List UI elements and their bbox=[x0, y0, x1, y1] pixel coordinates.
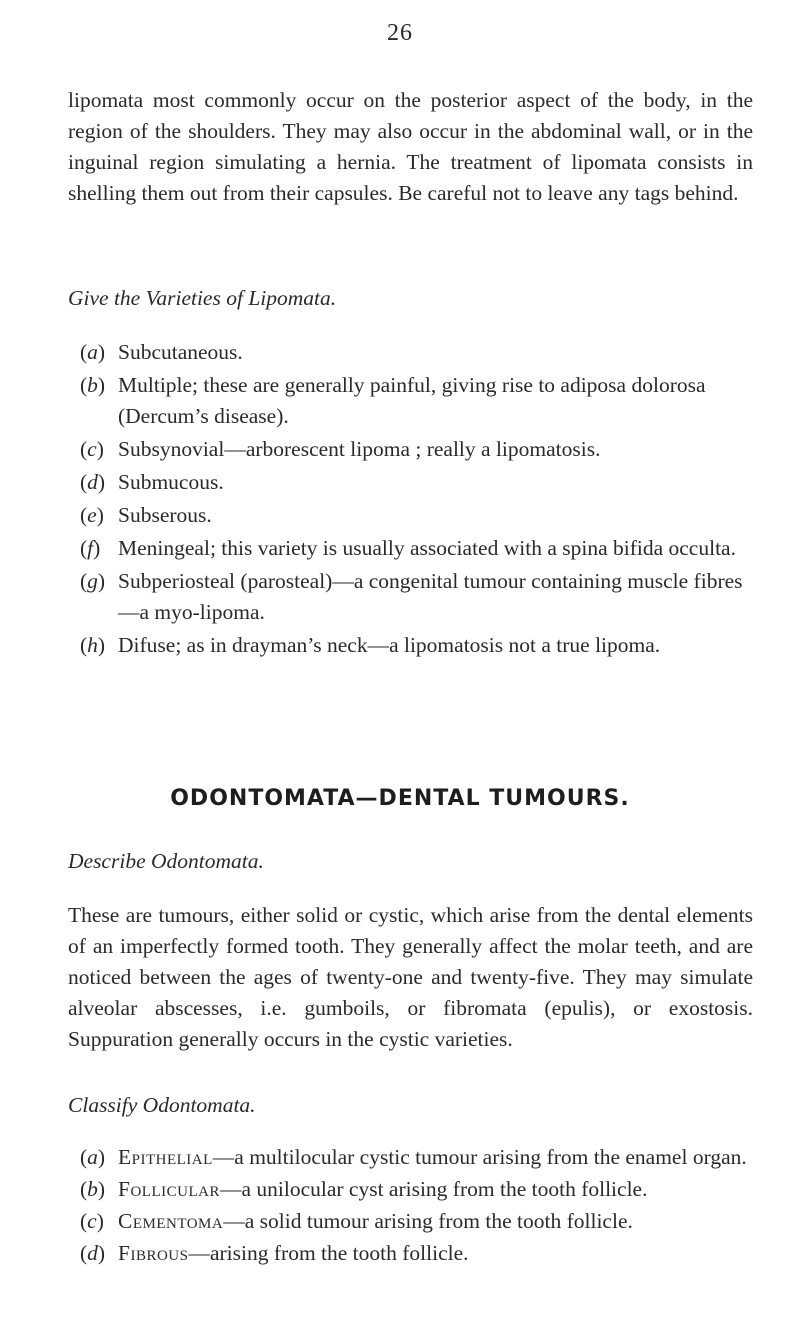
list-item: (f) Meningeal; this variety is usually associated with a spina bifida occulta. bbox=[80, 536, 736, 560]
list-item-text: Subperiosteal (parosteal)—a congenital tumour containing muscle fibres—a myo-lipoma. bbox=[118, 569, 743, 624]
list-item-text: Multiple; these are generally painful, giving rise to adiposa dolorosa (Dercum’s disease). bbox=[118, 373, 706, 428]
list-item: (c) Cementoma—a solid tumour arising from the tooth follicle. bbox=[80, 1209, 633, 1233]
list-item: (c) Subsynovial—arborescent lipoma ; really a lipomatosis. bbox=[80, 437, 601, 461]
list-marker: g bbox=[87, 569, 98, 593]
lipomata-question-heading: Give the Varieties of Lipomata. bbox=[68, 286, 337, 310]
list-marker: c bbox=[87, 437, 97, 461]
list-marker: c bbox=[87, 1209, 97, 1233]
list-item: (a) Epithelial—a multilocular cystic tumour arising from the enamel organ. bbox=[80, 1145, 747, 1169]
list-item-text: —a solid tumour arising from the tooth follicle. bbox=[223, 1209, 633, 1233]
section-heading: ODONTOMATA—DENTAL TUMOURS. bbox=[170, 786, 630, 811]
list-item-text: Submucous. bbox=[118, 470, 224, 494]
list-item-text: —a multilocular cystic tumour arising from the enamel organ. bbox=[212, 1145, 747, 1169]
list-item-text: Difuse; as in drayman’s neck—a lipomatosis not a true lipoma. bbox=[118, 633, 661, 657]
class-term: Cementoma bbox=[118, 1209, 224, 1233]
class-term: Fibrous bbox=[118, 1241, 189, 1265]
class-term: Epithelial bbox=[118, 1145, 213, 1169]
list-item-text: Subsynovial—arborescent lipoma ; really a lipomatosis. bbox=[118, 437, 601, 461]
list-marker: d bbox=[87, 1241, 98, 1265]
list-item: (g) Subperiosteal (parosteal)—a congenital tumour containing muscle fibres—a myo-lipoma. bbox=[80, 569, 743, 624]
intro-paragraph: lipomata most commonly occur on the posterior aspect of the body, in the region of the shoulders. They may also occur in the abdominal wall, or in the inguinal region simulating a hernia. The treatment of lipomata consists in shelling them out from their capsules. Be careful not to leave any tags behind. bbox=[68, 88, 753, 205]
list-item: (b) Follicular—a unilocular cyst arising from the tooth follicle. bbox=[80, 1177, 648, 1201]
list-item-text: Meningeal; this variety is usually associated with a spina bifida occulta. bbox=[118, 536, 736, 560]
page-number: 26 bbox=[387, 20, 413, 46]
describe-paragraph: These are tumours, either solid or cystic, which arise from the dental elements of an imperfectly formed tooth. They generally affect the molar teeth, and are noticed between the ages of twenty-one and twenty-five. They may simulate alveolar abscesses, i.e. gumboils, or fibromata (epulis), or exostosis. Suppuration generally occurs in the cystic varieties. bbox=[68, 903, 753, 1051]
list-item: (d) Submucous. bbox=[80, 470, 224, 494]
classify-question-heading: Classify Odontomata. bbox=[68, 1093, 256, 1117]
lipomata-varieties-list bbox=[80, 337, 760, 663]
list-marker: f bbox=[87, 536, 94, 560]
list-item-text: —arising from the tooth follicle. bbox=[188, 1241, 469, 1265]
list-item: (b) Multiple; these are generally painful, giving rise to adiposa dolorosa (Dercum’s disease). bbox=[80, 373, 706, 428]
list-item-text: —a unilocular cyst arising from the tooth follicle. bbox=[219, 1177, 648, 1201]
list-item: (e) Subserous. bbox=[80, 503, 212, 527]
list-marker: a bbox=[87, 340, 98, 364]
list-item-text: Subserous. bbox=[118, 503, 212, 527]
odontomata-classes-list bbox=[80, 1142, 760, 1270]
list-item: (d) Fibrous—arising from the tooth follicle. bbox=[80, 1241, 469, 1265]
list-marker: b bbox=[87, 373, 98, 397]
describe-question-heading: Describe Odontomata. bbox=[68, 849, 264, 873]
list-marker: d bbox=[87, 470, 98, 494]
class-term: Follicular bbox=[118, 1177, 220, 1201]
list-item: (a) Subcutaneous. bbox=[80, 340, 243, 364]
list-marker: a bbox=[87, 1145, 98, 1169]
list-item-text: Subcutaneous. bbox=[118, 340, 243, 364]
list-item: (h) Difuse; as in drayman’s neck—a lipomatosis not a true lipoma. bbox=[80, 633, 661, 657]
list-marker: e bbox=[87, 503, 97, 527]
list-marker: b bbox=[87, 1177, 98, 1201]
list-marker: h bbox=[87, 633, 98, 657]
